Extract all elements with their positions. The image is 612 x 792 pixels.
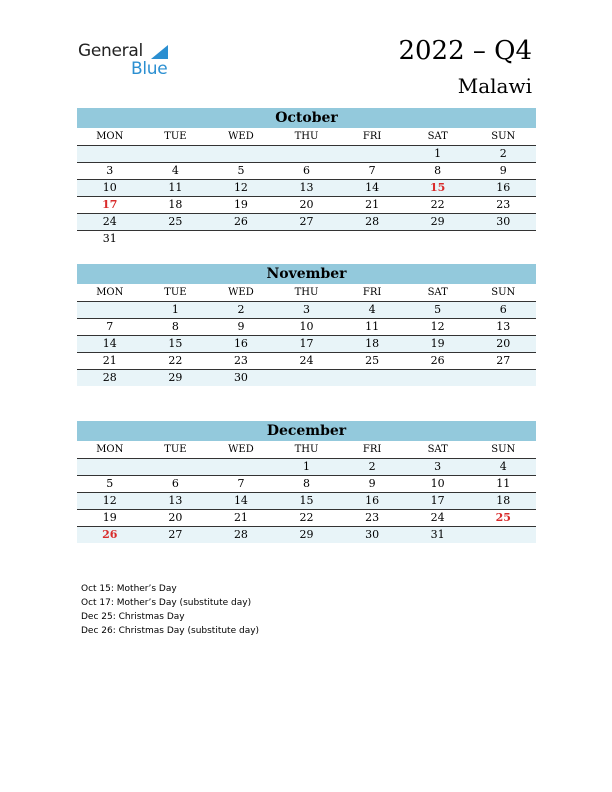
day-cell [274, 370, 340, 386]
day-cell: 16 [365, 494, 380, 507]
day-cell: 14 [365, 181, 380, 194]
month-title: November [77, 264, 536, 284]
day-cell: 21 [102, 354, 117, 367]
day-cell: 30 [496, 215, 511, 228]
weekday-header-row [77, 284, 536, 302]
day-cell [339, 370, 405, 386]
day-cell: 26 [233, 215, 248, 228]
weekday-label: THU [294, 444, 319, 455]
day-cell: 20 [168, 511, 183, 524]
day-cell: 19 [430, 337, 445, 350]
week-row [77, 319, 536, 336]
holiday-day-cell: 15 [430, 181, 446, 194]
day-cell: 6 [499, 303, 507, 316]
day-cell: 27 [496, 354, 511, 367]
day-cell: 16 [496, 181, 511, 194]
day-cell: 10 [102, 181, 117, 194]
holiday-entry: Oct 15: Mother’s Day [81, 584, 177, 594]
week-row [77, 510, 536, 527]
day-cell: 24 [430, 511, 445, 524]
week-row [77, 231, 536, 247]
day-cell: 14 [233, 494, 248, 507]
week-row [77, 180, 536, 197]
weekday-label: SUN [491, 131, 516, 142]
day-cell [470, 231, 536, 247]
day-cell [77, 146, 143, 162]
weekday-label: MON [96, 131, 124, 142]
day-cell: 9 [237, 320, 245, 333]
logo-triangle-icon [151, 45, 168, 59]
day-cell: 11 [365, 320, 380, 333]
day-cell: 27 [299, 215, 314, 228]
weekday-label: WED [228, 131, 254, 142]
day-cell: 28 [365, 215, 380, 228]
weekday-label: WED [228, 287, 254, 298]
day-cell [405, 231, 471, 247]
day-cell: 13 [168, 494, 183, 507]
day-cell: 24 [102, 215, 117, 228]
country-name: Malawi [457, 74, 532, 98]
week-row [77, 163, 536, 180]
weekday-label: THU [294, 287, 319, 298]
day-cell: 4 [499, 460, 507, 473]
day-cell: 19 [102, 511, 117, 524]
day-cell: 7 [368, 164, 376, 177]
day-cell [77, 302, 143, 318]
weekday-label: SAT [427, 131, 448, 142]
day-cell: 24 [299, 354, 314, 367]
holiday-day-cell: 25 [495, 511, 511, 524]
weekday-label: WED [228, 444, 254, 455]
day-cell: 13 [299, 181, 314, 194]
day-cell: 6 [303, 164, 311, 177]
weekday-label: SUN [491, 444, 516, 455]
day-cell: 15 [299, 494, 314, 507]
day-cell: 5 [106, 477, 114, 490]
day-cell: 14 [102, 337, 117, 350]
day-cell: 31 [430, 528, 445, 541]
weekday-label: SUN [491, 287, 516, 298]
day-cell: 29 [299, 528, 314, 541]
day-cell: 30 [233, 371, 248, 384]
day-cell: 28 [102, 371, 117, 384]
day-cell: 25 [365, 354, 380, 367]
weekday-label: FRI [362, 444, 382, 455]
week-row [77, 476, 536, 493]
day-cell: 23 [233, 354, 248, 367]
day-cell [143, 146, 209, 162]
day-cell: 31 [102, 232, 117, 245]
day-cell [470, 370, 536, 386]
week-row [77, 459, 536, 476]
weekday-label: TUE [164, 287, 187, 298]
day-cell: 15 [168, 337, 183, 350]
weekday-label: MON [96, 287, 124, 298]
day-cell [405, 370, 471, 386]
month-title: December [77, 421, 536, 441]
day-cell [274, 146, 340, 162]
day-cell: 30 [365, 528, 380, 541]
day-cell: 1 [303, 460, 311, 473]
day-cell: 16 [233, 337, 248, 350]
weekday-label: MON [96, 444, 124, 455]
day-cell: 10 [299, 320, 314, 333]
day-cell: 11 [496, 477, 511, 490]
weekday-header-row [77, 441, 536, 459]
day-cell: 21 [365, 198, 380, 211]
week-row [77, 302, 536, 319]
day-cell: 12 [102, 494, 117, 507]
day-cell: 12 [430, 320, 445, 333]
holiday-day-cell: 26 [102, 528, 118, 541]
logo-text-blue: Blue [131, 59, 168, 79]
holiday-entry: Dec 25: Christmas Day [81, 612, 185, 622]
month-october [77, 108, 536, 247]
logo [78, 41, 188, 81]
day-cell: 17 [430, 494, 445, 507]
day-cell: 28 [233, 528, 248, 541]
week-row [77, 527, 536, 543]
day-cell: 1 [171, 303, 179, 316]
weekday-label: TUE [164, 131, 187, 142]
month-november [77, 264, 536, 386]
day-cell [339, 231, 405, 247]
day-cell: 7 [106, 320, 114, 333]
week-row [77, 370, 536, 386]
day-cell: 7 [237, 477, 245, 490]
weekday-label: THU [294, 131, 319, 142]
day-cell: 23 [365, 511, 380, 524]
day-cell: 18 [168, 198, 183, 211]
week-row [77, 214, 536, 231]
day-cell [77, 459, 143, 475]
day-cell [274, 231, 340, 247]
day-cell: 26 [430, 354, 445, 367]
day-cell: 5 [237, 164, 245, 177]
weekday-header-row [77, 128, 536, 146]
day-cell: 2 [499, 147, 507, 160]
weekday-label: FRI [362, 131, 382, 142]
logo-text-general: General [78, 41, 143, 61]
day-cell: 9 [368, 477, 376, 490]
day-cell: 2 [237, 303, 245, 316]
day-cell: 18 [365, 337, 380, 350]
month-title: October [77, 108, 536, 128]
day-cell: 5 [434, 303, 442, 316]
day-cell: 17 [299, 337, 314, 350]
day-cell: 29 [168, 371, 183, 384]
day-cell [143, 231, 209, 247]
day-cell: 10 [430, 477, 445, 490]
day-cell: 3 [303, 303, 311, 316]
day-cell: 25 [168, 215, 183, 228]
day-cell: 8 [171, 320, 179, 333]
day-cell: 27 [168, 528, 183, 541]
day-cell [143, 459, 209, 475]
day-cell: 22 [299, 511, 314, 524]
week-row [77, 493, 536, 510]
holiday-entry: Dec 26: Christmas Day (substitute day) [81, 626, 260, 636]
day-cell: 3 [106, 164, 114, 177]
day-cell [339, 146, 405, 162]
day-cell: 8 [303, 477, 311, 490]
week-row [77, 353, 536, 370]
day-cell [470, 527, 536, 543]
week-row [77, 197, 536, 214]
week-row [77, 146, 536, 163]
weekday-label: SAT [427, 444, 448, 455]
day-cell: 6 [171, 477, 179, 490]
weekday-label: SAT [427, 287, 448, 298]
day-cell: 20 [299, 198, 314, 211]
day-cell: 11 [168, 181, 183, 194]
day-cell: 22 [430, 198, 445, 211]
day-cell: 2 [368, 460, 376, 473]
day-cell [208, 231, 274, 247]
holiday-day-cell: 17 [102, 198, 118, 211]
day-cell: 12 [233, 181, 248, 194]
day-cell: 1 [434, 147, 442, 160]
day-cell: 4 [368, 303, 376, 316]
week-row [77, 336, 536, 353]
month-december [77, 421, 536, 543]
day-cell: 23 [496, 198, 511, 211]
day-cell: 22 [168, 354, 183, 367]
day-cell: 29 [430, 215, 445, 228]
day-cell [208, 146, 274, 162]
day-cell [208, 459, 274, 475]
day-cell: 20 [496, 337, 511, 350]
day-cell: 13 [496, 320, 511, 333]
day-cell: 3 [434, 460, 442, 473]
page-title: 2022 – Q4 [398, 36, 532, 66]
day-cell: 9 [499, 164, 507, 177]
day-cell: 8 [434, 164, 442, 177]
holiday-list [81, 582, 259, 638]
weekday-label: FRI [362, 287, 382, 298]
day-cell: 4 [171, 164, 179, 177]
day-cell: 21 [233, 511, 248, 524]
weekday-label: TUE [164, 444, 187, 455]
day-cell: 19 [233, 198, 248, 211]
holiday-entry: Oct 17: Mother’s Day (substitute day) [81, 598, 252, 608]
day-cell: 18 [496, 494, 511, 507]
